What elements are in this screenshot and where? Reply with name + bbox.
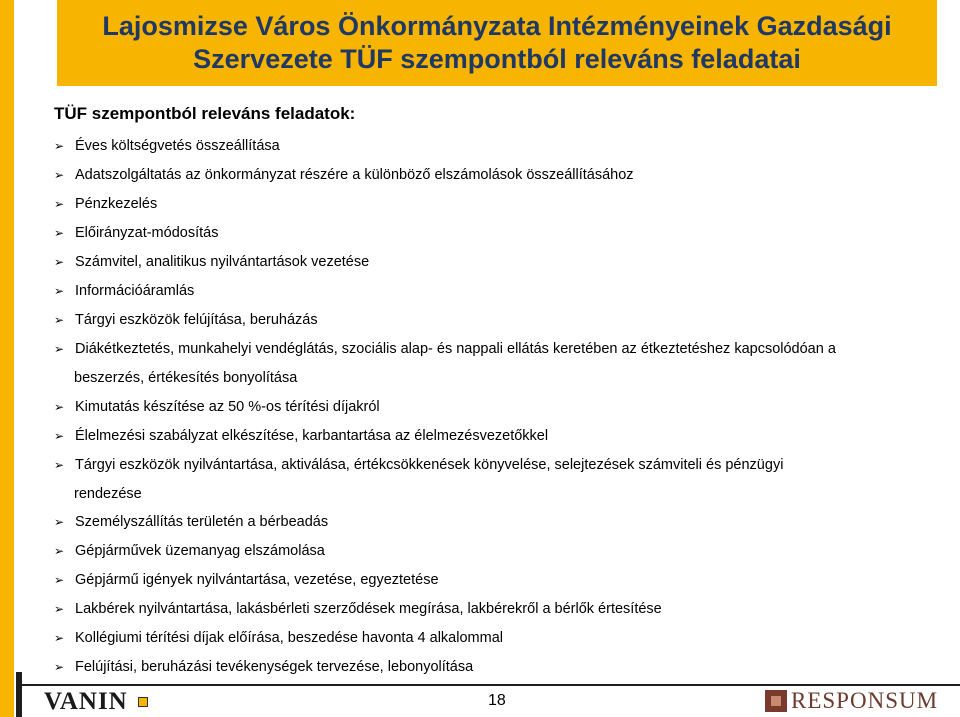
arrow-bullet-icon: ➢ xyxy=(54,168,65,182)
arrow-bullet-icon: ➢ xyxy=(54,255,65,269)
list-item-text: Gépjármű igények nyilvántartása, vezetése, egyeztetése xyxy=(75,572,439,588)
arrow-bullet-icon: ➢ xyxy=(54,313,65,327)
page-title-line-2: Szervezete TÜF szempontból releváns feladatai xyxy=(193,44,801,74)
vanin-logo-text: VANIN xyxy=(44,688,128,715)
list-item-text: Lakbérek nyilvántartása, lakásbérleti szerződések megírása, lakbérekről a bérlők értesítése xyxy=(75,601,662,617)
list-item xyxy=(54,339,836,359)
list-item xyxy=(54,194,157,214)
list-item-text: Diákétkeztetés, munkahelyi vendéglátás, szociális alap- és nappali ellátás keretében az étkeztetéshez kapcsolódóan a xyxy=(75,341,836,357)
list-item-text: Éves költségvetés összeállítása xyxy=(75,138,280,154)
vanin-logo-mark-icon xyxy=(138,697,148,707)
arrow-bullet-icon: ➢ xyxy=(54,429,65,443)
list-item xyxy=(54,252,369,272)
list-item-text: Előirányzat-módosítás xyxy=(75,225,219,241)
list-item xyxy=(54,223,218,243)
arrow-bullet-icon: ➢ xyxy=(54,400,65,414)
list-item-text: Élelmezési szabályzat elkészítése, karbantartása az élelmezésvezetőkkel xyxy=(75,428,549,444)
vanin-logo xyxy=(44,688,148,716)
list-item-text: Számvitel, analitikus nyilvántartások vezetése xyxy=(75,254,370,270)
arrow-bullet-icon: ➢ xyxy=(54,660,65,674)
list-item-text: Kollégiumi térítési díjak előírása, beszedése havonta 4 alkalommal xyxy=(75,630,503,646)
list-item xyxy=(54,455,783,475)
arrow-bullet-icon: ➢ xyxy=(54,544,65,558)
list-item-text: Tárgyi eszközök nyilvántartása, aktiválása, értékcsökkenések könyvelése, selejtezések számviteli és pénzügyi xyxy=(75,457,784,473)
list-item xyxy=(54,310,318,330)
list-item-continuation: rendezése xyxy=(74,486,142,502)
list-item-text: Kimutatás készítése az 50 %-os térítési díjakról xyxy=(75,399,380,415)
list-item-text: Információáramlás xyxy=(75,283,195,299)
arrow-bullet-icon: ➢ xyxy=(54,284,65,298)
responsum-logo xyxy=(765,688,938,714)
list-item xyxy=(54,426,548,446)
arrow-bullet-icon: ➢ xyxy=(54,197,65,211)
arrow-bullet-icon: ➢ xyxy=(54,458,65,472)
page-title-line-1: Lajosmizse Város Önkormányzata Intézményeinek Gazdasági xyxy=(102,11,892,41)
list-item xyxy=(54,541,325,561)
list-item xyxy=(54,628,503,648)
list-item xyxy=(54,397,380,417)
responsum-logo-mark-icon xyxy=(765,690,787,712)
footer-corner-bar xyxy=(16,672,22,717)
list-item xyxy=(54,570,439,590)
page-number: 18 xyxy=(488,692,506,709)
list-item-text: Tárgyi eszközök felújítása, beruházás xyxy=(75,312,318,328)
list-item xyxy=(54,165,634,185)
left-accent-bar xyxy=(0,0,14,717)
list-item xyxy=(54,136,280,156)
arrow-bullet-icon: ➢ xyxy=(54,602,65,616)
title-banner xyxy=(57,0,937,86)
arrow-bullet-icon: ➢ xyxy=(54,573,65,587)
list-item-continuation: beszerzés, értékesítés bonyolítása xyxy=(74,370,298,386)
list-item-text: Felújítási, beruházási tevékenységek tervezése, lebonyolítása xyxy=(75,659,474,675)
section-heading: TÜF szempontból releváns feladatok: xyxy=(54,104,356,123)
arrow-bullet-icon: ➢ xyxy=(54,631,65,645)
arrow-bullet-icon: ➢ xyxy=(54,226,65,240)
list-item xyxy=(54,599,662,619)
list-item-text: Adatszolgáltatás az önkormányzat részére a különböző elszámolások összeállításához xyxy=(75,167,634,183)
list-item-text: Pénzkezelés xyxy=(75,196,158,212)
list-item xyxy=(54,657,473,677)
responsum-logo-text: RESPONSUM xyxy=(791,688,939,713)
list-item xyxy=(54,512,328,532)
list-item xyxy=(54,281,194,301)
list-item-text: Személyszállítás területén a bérbeadás xyxy=(75,514,329,530)
footer-divider xyxy=(16,684,960,686)
list-item-text: Gépjárművek üzemanyag elszámolása xyxy=(75,543,325,559)
arrow-bullet-icon: ➢ xyxy=(54,139,65,153)
arrow-bullet-icon: ➢ xyxy=(54,515,65,529)
arrow-bullet-icon: ➢ xyxy=(54,342,65,356)
